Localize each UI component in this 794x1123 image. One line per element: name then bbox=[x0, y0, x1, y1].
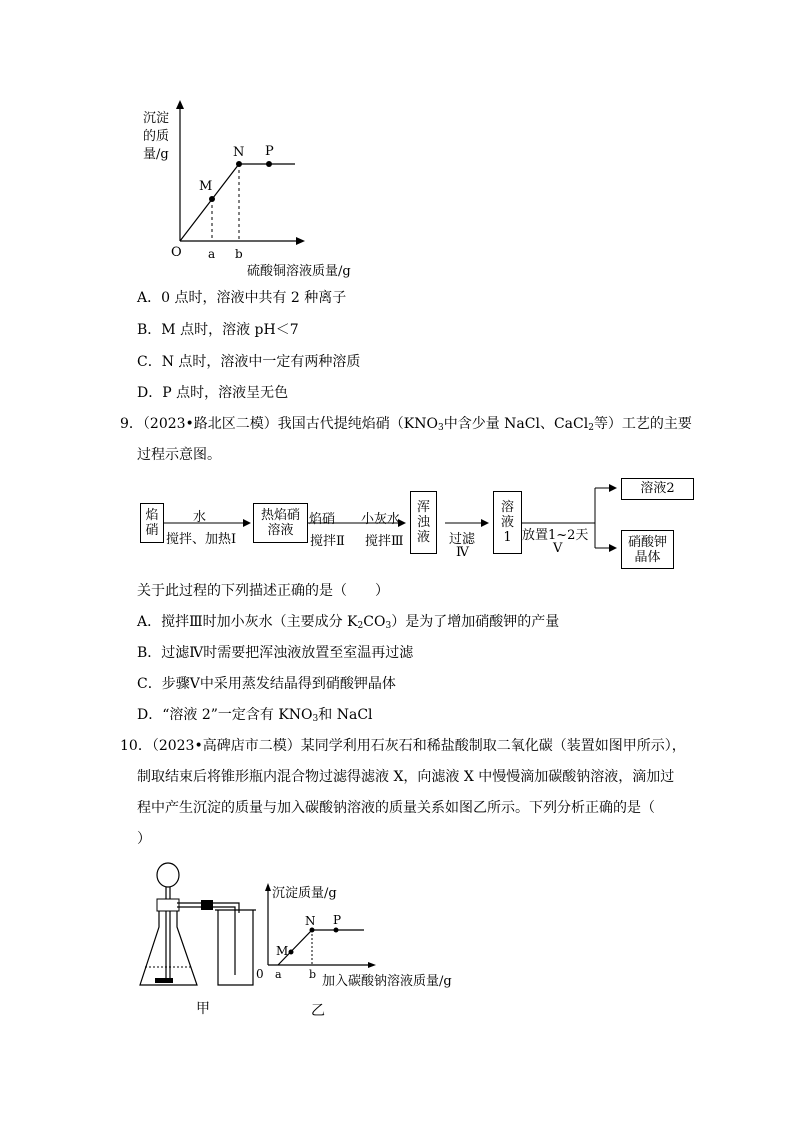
ylabel: 沉淀质量/g bbox=[272, 886, 337, 901]
flow-box-turbid-liquid: 浑 浊 液 bbox=[410, 491, 437, 554]
funnel-bulb bbox=[157, 863, 179, 887]
q9-option-a: A．搅拌Ⅲ时加小灰水（主要成分 $K_2CO_3$）是为了增加硝酸钾的产量 bbox=[137, 614, 560, 631]
point-p-dot bbox=[266, 161, 272, 167]
q9-option-c: C．步骤Ⅴ中采用蒸发结晶得到硝酸钾晶体 bbox=[137, 676, 396, 692]
y-axis-arrow bbox=[176, 100, 184, 109]
point-m-dot bbox=[209, 196, 215, 202]
origin-label: 0 bbox=[256, 967, 264, 981]
figure-label-jia: 甲 bbox=[196, 1001, 210, 1017]
arrow1-top-label: 水 bbox=[193, 510, 207, 525]
arrow2-top-label: 焰硝 bbox=[309, 512, 336, 527]
point-m-dot bbox=[289, 950, 294, 955]
point-m-label: M bbox=[199, 179, 213, 194]
graph2-svg bbox=[250, 875, 470, 995]
point-p-dot bbox=[334, 928, 339, 933]
figure-label-yi: 乙 bbox=[311, 1003, 325, 1019]
origin-label: O bbox=[171, 245, 182, 260]
q8-option-d: D．P 点时，溶液呈无色 bbox=[137, 385, 289, 401]
q10-stem-line-1: 10．（2023•高碑店市二模）某同学利用石灰石和稀盐酸制取二氧化碳（装置如图甲所示）， bbox=[120, 738, 686, 754]
y-axis-arrow bbox=[265, 883, 271, 891]
q10-stem-line-3: 程中产生沉淀的质量与加入碳酸钠溶液的质量关系如图乙所示。下列分析正确的是（ bbox=[137, 800, 655, 816]
q9-option-b: B．过滤Ⅳ时需要把浑浊液放置至室温再过滤 bbox=[137, 645, 414, 661]
arrow3-top-label: 小灰水 bbox=[361, 512, 401, 527]
arrow2-bottom-label: 搅拌Ⅱ bbox=[310, 534, 345, 549]
point-n-dot bbox=[310, 928, 315, 933]
q8-option-b: B．M 点时，溶液 pH＜7 bbox=[137, 322, 299, 338]
point-p-label: P bbox=[333, 913, 342, 927]
flow-box-solution2: 溶液2 bbox=[621, 478, 694, 500]
point-m-label: M bbox=[276, 944, 289, 958]
curve bbox=[180, 164, 295, 241]
tick-a-label: a bbox=[208, 247, 216, 261]
xlabel: 加入碳酸钠溶液质量/g bbox=[322, 974, 452, 989]
q9-question: 关于此过程的下列描述正确的是（ ） bbox=[137, 583, 389, 599]
arrow3-bottom-label: 搅拌Ⅲ bbox=[365, 534, 404, 549]
q9-stem-line-2: 过程示意图。 bbox=[137, 447, 221, 463]
q10-stem-line-4: ） bbox=[137, 831, 151, 847]
rubber-connector bbox=[201, 900, 213, 910]
x-axis-arrow bbox=[368, 962, 376, 968]
x-axis-arrow bbox=[296, 237, 305, 245]
flow-box-solution1: 溶 液 1 bbox=[493, 491, 522, 554]
point-n-label: N bbox=[233, 145, 245, 160]
q9-option-d: D．“溶液 2”一定含有 $KNO_3$和 NaCl bbox=[137, 707, 373, 724]
graph1-svg bbox=[135, 95, 385, 285]
arrow1-bottom-label: 搅拌、加热Ⅰ bbox=[166, 532, 237, 547]
flow-box-kno3-crystal: 硝酸钾 晶体 bbox=[621, 530, 674, 569]
q8-option-c: C．N 点时，溶液中一定有两种溶质 bbox=[137, 354, 361, 370]
limestone-chunks bbox=[155, 978, 173, 983]
tick-b-label: b bbox=[309, 968, 317, 981]
ylabel-line-2: 的质 bbox=[143, 129, 170, 144]
arrow4-label-line2: Ⅳ bbox=[456, 545, 469, 560]
tick-b-label: b bbox=[235, 247, 243, 261]
curve bbox=[278, 930, 364, 965]
q9-stem-line-1: 9．（2023•路北区二模）我国古代提纯焰硝（$KNO_3$中含少量 NaCl、CaCl$_2$等）工艺的主要 bbox=[120, 416, 692, 433]
q8-option-a: A．0 点时，溶液中共有 2 种离子 bbox=[137, 290, 347, 306]
point-n-label: N bbox=[305, 914, 316, 928]
ylabel-line-1: 沉淀 bbox=[143, 111, 170, 126]
flow-box-raw-saltpeter: 焰 硝 bbox=[140, 503, 164, 543]
erlenmeyer-flask bbox=[140, 911, 197, 985]
ylabel-line-3: 量/g bbox=[143, 147, 169, 162]
xlabel: 硫酸铜溶液质量/g bbox=[247, 264, 351, 279]
point-p-label: P bbox=[265, 144, 274, 159]
delivery-tube-inner bbox=[177, 907, 235, 975]
flow-box-hot-solution: 热焰硝 溶液 bbox=[253, 503, 308, 543]
arrow5-top-label: 放置1~2天 bbox=[522, 528, 589, 543]
arrow4-label-line1: 过滤 bbox=[449, 532, 476, 547]
stopper bbox=[157, 899, 179, 911]
q10-stem-line-2: 制取结束后将锥形瓶内混合物过滤得滤液 X，向滤液 X 中慢慢滴加碳酸钠溶液，滴加过 bbox=[137, 769, 675, 785]
point-n-dot bbox=[236, 161, 242, 167]
tick-a-label: a bbox=[275, 968, 282, 981]
arrow5-bottom-label: Ⅴ bbox=[553, 541, 563, 556]
